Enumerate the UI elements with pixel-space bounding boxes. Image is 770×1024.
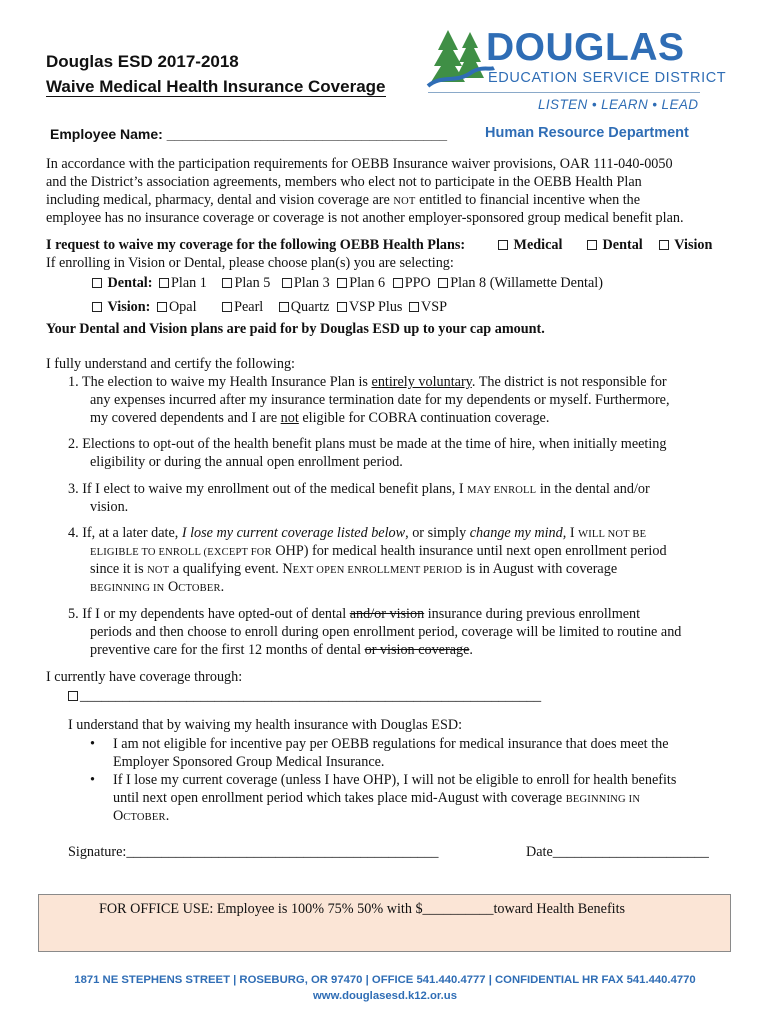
text-segment: . xyxy=(220,579,225,595)
dental-plan-label: Plan 3 xyxy=(293,275,330,291)
checkbox-icon[interactable] xyxy=(159,278,169,288)
certify-item-1-line-1 xyxy=(68,373,667,391)
small-caps-text: WILL NOT BE xyxy=(578,529,647,540)
text-segment: in the dental and/or xyxy=(536,481,650,497)
vision-plan-label: VSP Plus xyxy=(348,299,403,315)
certify-item-1-line-2: any expenses incurred after my insurance termination date for my dependents or myself. Furthermore, xyxy=(90,392,670,408)
signature-field[interactable]: Signature:____________________________________________ xyxy=(68,844,439,860)
italic-text: I lose my current coverage listed below xyxy=(181,525,406,541)
dental-plans-checkbox[interactable] xyxy=(92,278,102,288)
text-segment: OHP) for medical health insurance until next open enrollment period xyxy=(271,543,667,559)
footer-website[interactable]: www.douglasesd.k12.or.us xyxy=(313,990,457,1002)
bullet-icon: • xyxy=(90,772,95,788)
vision-plan-option[interactable] xyxy=(337,299,403,315)
certify-item-4-line-1 xyxy=(68,524,646,544)
checkbox-icon[interactable] xyxy=(409,302,419,312)
certify-item-3-line-2: vision. xyxy=(90,499,129,515)
checkbox-icon[interactable] xyxy=(282,278,292,288)
vision-plan-label: Pearl xyxy=(234,299,264,315)
certify-item-5-line-3 xyxy=(90,641,473,659)
small-caps-text: MAY ENROLL xyxy=(467,485,537,496)
text-segment: insurance during previous enrollment xyxy=(424,606,641,622)
text-segment: a qualifying event. N xyxy=(169,561,293,577)
dental-plans-row xyxy=(92,274,603,292)
intro-line-3-text-end: entitled to financial incentive when the xyxy=(415,192,641,208)
form-title-text: Waive Medical Health Insurance Coverage xyxy=(46,77,386,96)
struck-text: and/or vision xyxy=(349,606,425,622)
intro-not-emphasis: NOT xyxy=(393,196,416,207)
vision-plan-option[interactable] xyxy=(157,299,197,315)
dental-plan-option[interactable] xyxy=(222,275,270,291)
dental-plan-option[interactable] xyxy=(438,275,603,291)
vision-label: Vision xyxy=(674,237,713,253)
text-segment: O xyxy=(164,579,179,595)
dental-label: Dental xyxy=(602,237,643,253)
vision-plan-label: Quartz xyxy=(290,299,330,315)
vision-plan-option[interactable] xyxy=(409,299,447,315)
logo-wordmark: DOUGLAS xyxy=(486,26,685,69)
medical-checkbox[interactable] xyxy=(498,240,508,250)
text-segment: . xyxy=(469,642,473,658)
certify-intro: I fully understand and certify the following: xyxy=(46,356,296,372)
employee-name-field[interactable]: Employee Name: ____________________________________ xyxy=(50,126,448,142)
text-segment: . The district is not responsible for xyxy=(471,374,667,390)
text-segment: 4. If, at a later date, xyxy=(68,525,182,541)
dental-plan-label: PPO xyxy=(404,275,431,291)
certify-item-2-line-1: 2. Elections to opt-out of the health benefit plans must be made at the time of hire, when initially meeting xyxy=(68,436,667,452)
dental-plan-option[interactable] xyxy=(282,275,330,291)
small-caps-text: BEGINNING IN xyxy=(565,794,641,805)
checkbox-icon[interactable] xyxy=(222,278,232,288)
text-segment: my covered dependents and I are xyxy=(90,410,281,426)
enroll-note: If enrolling in Vision or Dental, please choose plan(s) you are selecting: xyxy=(46,255,454,271)
paid-note: Your Dental and Vision plans are paid for by Douglas ESD up to your cap amount. xyxy=(46,321,545,337)
medical-option[interactable] xyxy=(498,236,562,254)
hr-department-label: Human Resource Department xyxy=(485,125,689,141)
text-segment: , or simply xyxy=(405,525,470,541)
certify-item-4-line-3 xyxy=(90,560,617,580)
text-segment: is in August with coverage xyxy=(462,561,618,577)
not-emphasis: not xyxy=(280,410,299,426)
certify-item-5-line-1 xyxy=(68,605,640,623)
footer-address: 1871 NE STEPHENS STREET | ROSEBURG, OR 97470 | OFFICE 541.440.4777 | CONFIDENTIAL HR FAX 541.440.4770 xyxy=(74,974,696,986)
intro-line-3-text: including medical, pharmacy, dental and vision coverage are xyxy=(46,192,394,208)
text-segment: eligible for COBRA continuation coverage. xyxy=(298,410,550,426)
text-segment: preventive care for the first 12 months of dental xyxy=(90,642,365,658)
small-caps-text: ELIGIBLE TO ENROLL (EXCEPT FOR xyxy=(90,547,272,558)
dental-plan-label: Plan 5 xyxy=(234,275,271,291)
checkbox-icon[interactable] xyxy=(337,302,347,312)
certify-item-4-line-2 xyxy=(90,542,667,562)
dental-plan-option[interactable] xyxy=(337,275,385,291)
understand-bullet-1-line-1: I am not eligible for incentive pay per OEBB regulations for medical insurance that does meet the xyxy=(113,736,669,752)
checkbox-icon[interactable] xyxy=(337,278,347,288)
intro-line-2: and the District’s association agreements, members who elect not to participate in the OEBB Health Plan xyxy=(46,174,642,190)
coverage-input-line[interactable]: _________________________________________________________________ xyxy=(80,688,542,704)
vision-plan-option[interactable] xyxy=(279,299,330,315)
logo-subtitle: EDUCATION SERVICE DISTRICT xyxy=(488,70,727,86)
vision-plans-checkbox[interactable] xyxy=(92,302,102,312)
understand-bullet-1-line-2: Employer Sponsored Group Medical Insurance. xyxy=(113,754,385,770)
office-use-box xyxy=(38,894,731,952)
understand-bullet-2-line-1: If I lose my current coverage (unless I have OHP), I will not be eligible to enroll for health benefits xyxy=(113,772,677,788)
intro-line-4: employee has no insurance coverage or coverage is not another employer-sponsored group medical benefit plan. xyxy=(46,210,684,226)
douglas-esd-logo xyxy=(426,26,727,116)
text-segment: . xyxy=(165,808,170,824)
vision-plan-option[interactable] xyxy=(222,299,263,315)
intro-line-3 xyxy=(46,191,640,211)
waive-request-text: I request to waive my coverage for the following OEBB Health Plans: xyxy=(46,237,466,253)
form-title-year: Douglas ESD 2017-2018 xyxy=(46,52,239,71)
text-segment: 5. If I or my dependents have opted-out of dental xyxy=(68,606,350,622)
text-segment: 3. If I elect to waive my enrollment out of the medical benefit plans, I xyxy=(68,481,468,497)
intro-line-1: In accordance with the participation requirements for OEBB Insurance waiver provisions, OAR 111-040-0050 xyxy=(46,156,673,172)
vision-checkbox[interactable] xyxy=(659,240,669,250)
bullet-icon: • xyxy=(90,736,95,752)
dental-plan-option[interactable] xyxy=(159,275,207,291)
certify-item-2-line-2: eligibility or during the annual open enrollment period. xyxy=(90,454,403,470)
checkbox-icon[interactable] xyxy=(393,278,403,288)
coverage-checkbox[interactable] xyxy=(68,691,78,701)
small-caps-text: BEGINNING IN xyxy=(90,583,165,594)
vision-plan-label: VSP xyxy=(420,299,448,315)
medical-label: Medical xyxy=(513,237,563,253)
logo-tagline: LISTEN • LEARN • LEAD xyxy=(538,97,699,112)
checkbox-icon[interactable] xyxy=(222,302,232,312)
understand-bullet-2-line-2 xyxy=(113,789,640,809)
small-caps-text: EXT OPEN ENROLLMENT PERIOD xyxy=(292,565,463,576)
text-segment: 1. The election to waive my Health Insurance Plan is xyxy=(68,374,372,390)
dental-plan-label: Plan 1 xyxy=(171,275,207,291)
understand-bullet-2-line-3 xyxy=(113,807,169,827)
certify-item-5-line-2: periods and then choose to enroll during open enrollment period, coverage will be limited to routine and xyxy=(90,624,682,640)
text-segment: since it is xyxy=(90,561,148,577)
vision-option[interactable] xyxy=(659,236,712,254)
coverage-entry[interactable] xyxy=(68,687,541,705)
understand-intro: I understand that by waiving my health insurance with Douglas ESD: xyxy=(68,717,463,733)
small-caps-text: CTOBER xyxy=(178,583,221,594)
voluntary-emphasis: entirely voluntary xyxy=(371,374,472,390)
vision-plans-label: Vision: xyxy=(107,299,151,315)
checkbox-icon[interactable] xyxy=(157,302,167,312)
checkbox-icon[interactable] xyxy=(279,302,289,312)
vision-plan-label: Opal xyxy=(168,299,197,315)
dental-plan-label: Plan 6 xyxy=(349,275,386,291)
coverage-label: I currently have coverage through: xyxy=(46,669,243,685)
date-field[interactable]: Date______________________ xyxy=(526,844,709,860)
logo-divider xyxy=(428,92,700,93)
dental-plan-option[interactable] xyxy=(393,275,431,291)
dental-checkbox[interactable] xyxy=(587,240,597,250)
italic-text: change my mind, xyxy=(469,525,567,541)
dental-plans-label: Dental: xyxy=(107,275,153,291)
vision-plans-row xyxy=(92,298,447,316)
text-segment: O xyxy=(113,808,124,824)
office-use-text: FOR OFFICE USE: Employee is 100% 75% 50% with $__________toward Health Benefits xyxy=(99,901,626,917)
certify-item-1-line-3 xyxy=(90,409,549,427)
checkbox-icon[interactable] xyxy=(438,278,448,288)
certify-item-3-line-1 xyxy=(68,480,650,500)
certify-item-4-line-4 xyxy=(90,578,224,598)
dental-plan-label: Plan 8 (Willamette Dental) xyxy=(450,275,603,291)
text-segment: I xyxy=(566,525,579,541)
dental-option[interactable] xyxy=(587,236,643,254)
struck-text: or vision coverage xyxy=(364,642,470,658)
small-caps-text: CTOBER xyxy=(123,812,166,823)
small-caps-text: NOT xyxy=(147,565,170,576)
text-segment: until next open enrollment period which takes place mid-August with coverage xyxy=(113,790,566,806)
form-title xyxy=(46,77,386,97)
